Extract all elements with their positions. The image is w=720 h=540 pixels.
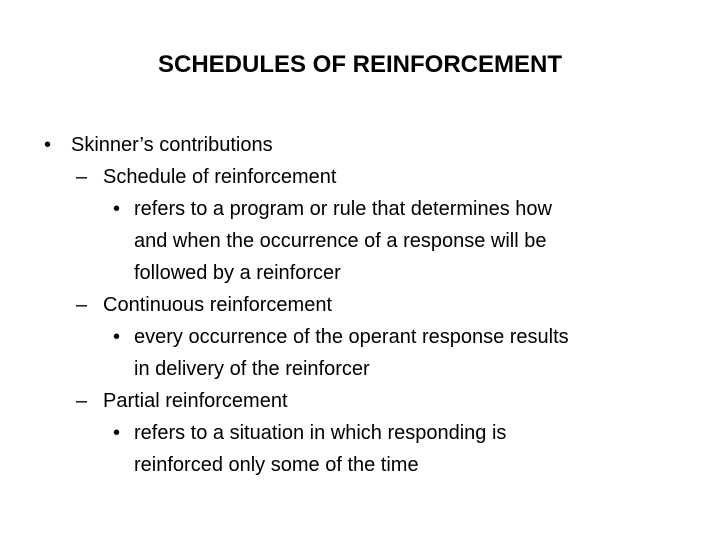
dash-marker: – xyxy=(76,166,88,188)
sub-item-text: Schedule of reinforcement xyxy=(103,166,337,188)
detail-text-line: reinforced only some of the time xyxy=(134,454,419,476)
sub-item-schedule-of-reinforcement xyxy=(40,161,680,193)
dash-marker: – xyxy=(76,294,88,316)
bullet-marker: • xyxy=(44,134,52,156)
dash-marker: – xyxy=(76,390,88,412)
bullet-list xyxy=(40,129,680,481)
bullet-text: Skinner’s contributions xyxy=(71,134,273,156)
sub-item-continuous-reinforcement xyxy=(40,289,680,321)
detail-text-line: every occurrence of the operant response results xyxy=(134,326,569,348)
slide-title: SCHEDULES OF REINFORCEMENT xyxy=(157,51,562,78)
detail-text-line: followed by a reinforcer xyxy=(134,262,341,284)
bullet-marker: • xyxy=(113,326,121,348)
detail-item-partial-definition xyxy=(40,417,680,481)
detail-text-line: refers to a program or rule that determines how xyxy=(134,198,552,220)
detail-item-continuous-definition xyxy=(40,321,680,385)
sub-item-text: Continuous reinforcement xyxy=(103,294,333,316)
sub-item-partial-reinforcement xyxy=(40,385,680,417)
detail-text-line: in delivery of the reinforcer xyxy=(134,358,370,380)
bullet-marker: • xyxy=(113,422,121,444)
detail-text-line: and when the occurrence of a response will be xyxy=(134,230,547,252)
detail-text-line: refers to a situation in which responding is xyxy=(134,422,507,444)
detail-item-schedule-definition xyxy=(40,193,680,289)
sub-item-text: Partial reinforcement xyxy=(103,390,288,412)
bullet-marker: • xyxy=(113,198,121,220)
bullet-item-skinners-contributions xyxy=(40,129,680,161)
